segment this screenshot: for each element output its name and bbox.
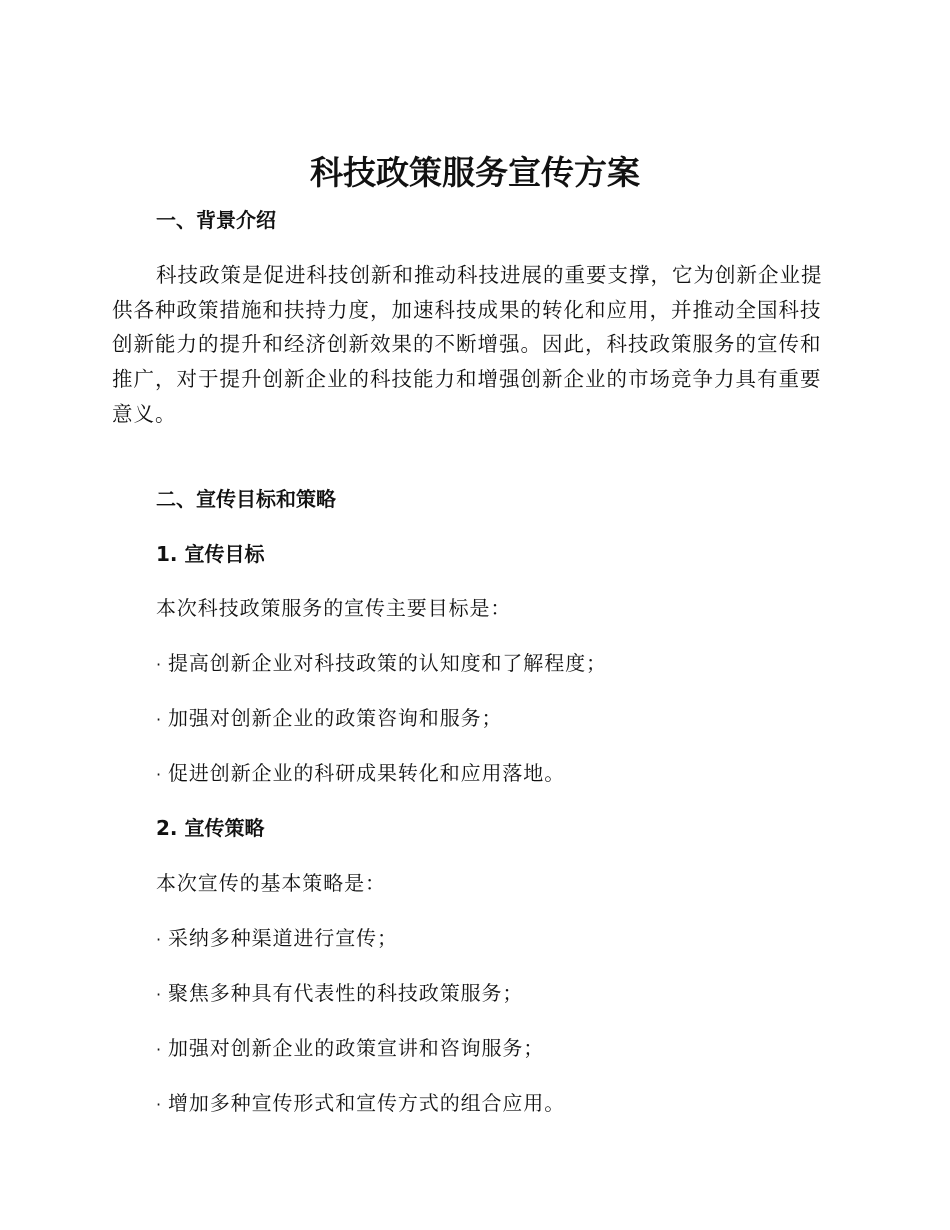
strategy-bullet-text: 增加多种宣传形式和宣传方式的组合应用。 (168, 1091, 566, 1115)
bullet-marker: · (156, 765, 162, 784)
bullet-marker: · (156, 710, 162, 729)
background-paragraph: 科技政策是促进科技创新和推动科技进展的重要支撑，它为创新企业提供各种政策措施和扶持力度，加速科技成果的转化和应用，并推动全国科技创新能力的提升和经济创新效果的不断增强。因此，科技政策服务的宣传和推广，对于提升创新企业的科技能力和增强创新企业的市场竞争力具有重要意义。 (112, 263, 823, 426)
strategy-bullet-text: 聚焦多种具有代表性的科技政策服务； (168, 981, 524, 1005)
goal-bullet-text: 促进创新企业的科研成果转化和应用落地。 (168, 761, 566, 785)
subheading-strategy: 2. 宣传策略 (156, 816, 265, 840)
strategy-bullet-item (156, 1033, 544, 1065)
subheading-goals: 1. 宣传目标 (156, 542, 265, 566)
section-heading-background: 一、背景介绍 (156, 208, 276, 232)
strategy-bullet-text: 采纳多种渠道进行宣传； (168, 926, 398, 950)
goal-bullet-text: 加强对创新企业的政策咨询和服务； (168, 706, 503, 730)
bullet-marker: · (156, 1095, 162, 1114)
bullet-marker: · (156, 985, 162, 1004)
strategy-bullet-text: 加强对创新企业的政策宣讲和咨询服务； (168, 1036, 545, 1060)
goal-bullet-item (156, 648, 607, 680)
goal-bullet-item (156, 758, 565, 790)
goals-intro: 本次科技政策服务的宣传主要目标是： (156, 596, 512, 620)
goal-bullet-item (156, 703, 502, 735)
bullet-marker: · (156, 1040, 162, 1059)
strategy-bullet-item (156, 923, 398, 955)
document-title: 科技政策服务宣传方案 (310, 153, 640, 192)
strategy-bullet-item (156, 978, 523, 1010)
bullet-marker: · (156, 655, 162, 674)
strategy-bullet-item (156, 1088, 565, 1120)
strategy-intro: 本次宣传的基本策略是： (156, 871, 386, 895)
section-heading-goals-strategy: 二、宣传目标和策略 (156, 487, 336, 511)
goal-bullet-text: 提高创新企业对科技政策的认知度和了解程度； (168, 651, 607, 675)
bullet-marker: · (156, 930, 162, 949)
